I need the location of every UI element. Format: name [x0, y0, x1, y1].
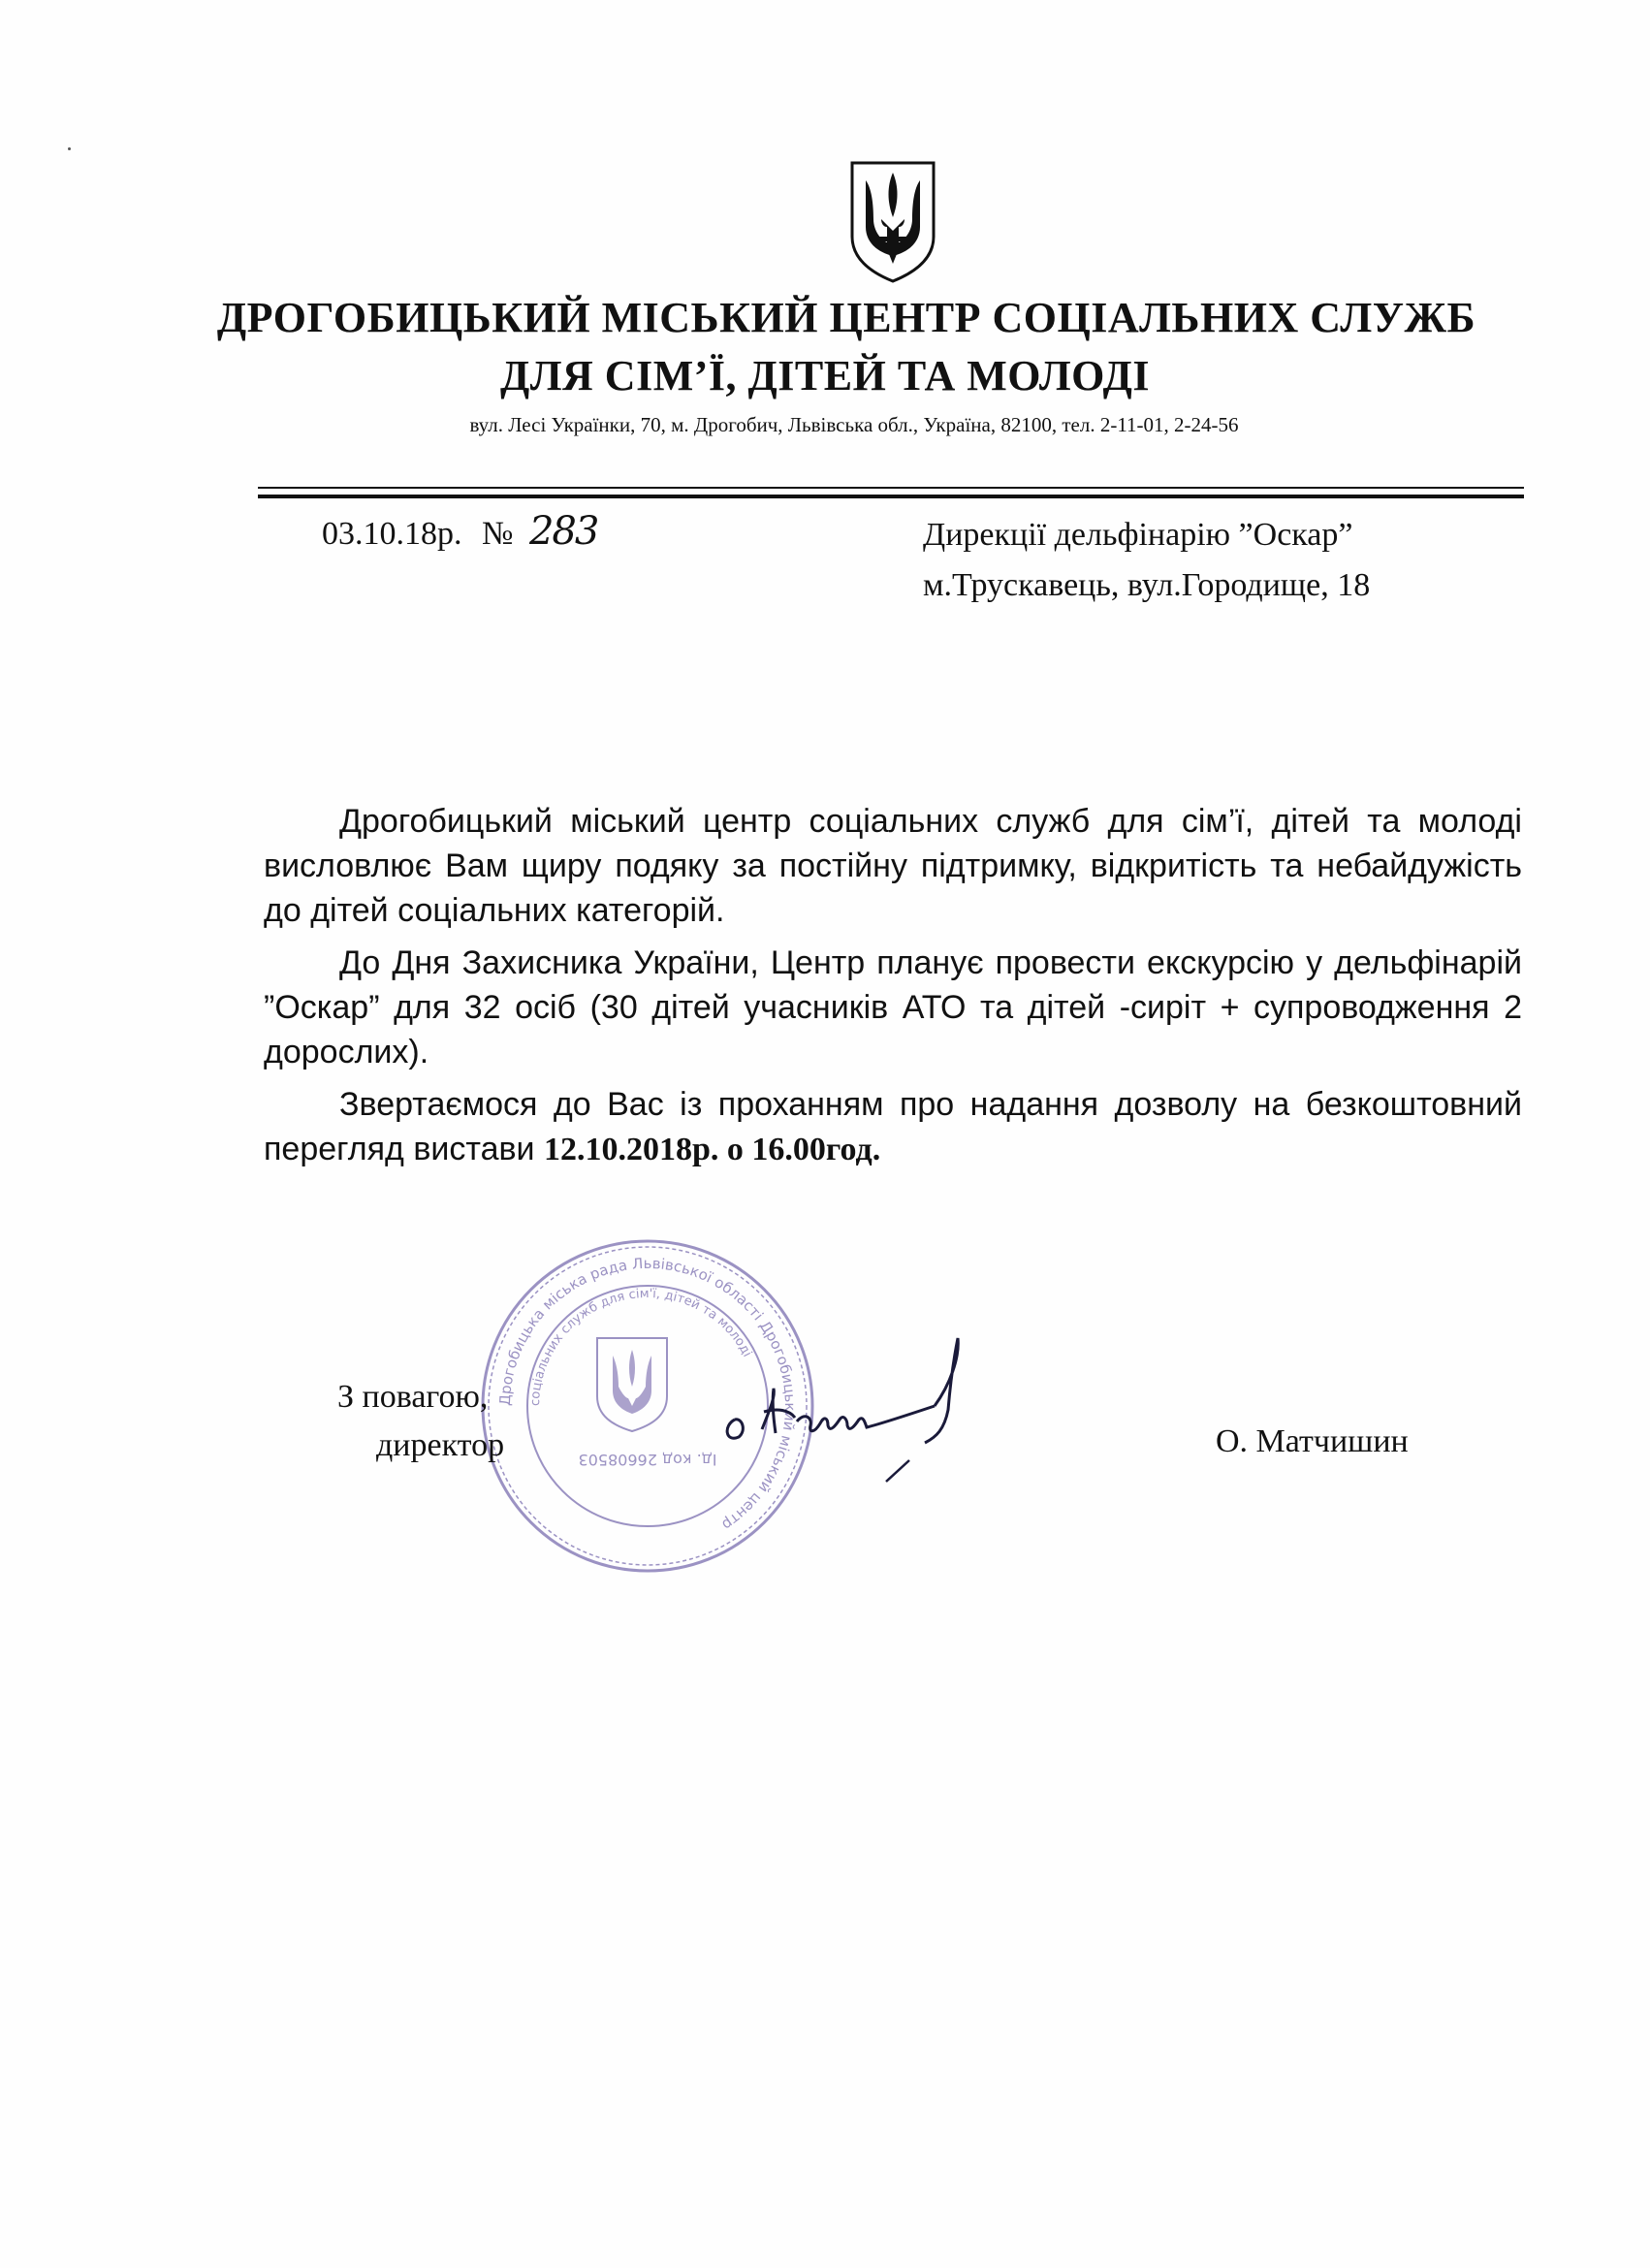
svg-text:Дрогобицька міська рада Львівс: Дрогобицька міська рада Львівської області Дрогобицький міський центр [495, 1254, 800, 1534]
closing-regards: З повагою, [337, 1379, 489, 1415]
organization-name-line1: ДРОГОБИЦЬКИЙ МІСЬКИЙ ЦЕНТР СОЦІАЛЬНИХ СЛУЖБ [216, 294, 1476, 341]
header-divider-thin [258, 487, 1524, 489]
svg-text:соціальних служб для сім'ї, ді: соціальних служб для сім'ї, дітей та молоді [527, 1286, 755, 1407]
trident-coat-of-arms-icon [844, 159, 941, 285]
body-paragraph-3-text: Звертаємося до Вас із проханням про надання дозволу на безкоштовний перегляд вистави [264, 1086, 1522, 1167]
organization-name-line2: ДЛЯ СІМ’Ї, ДІТЕЙ ТА МОЛОДІ [499, 352, 1151, 399]
handwritten-signature [717, 1328, 1037, 1493]
letter-number: 283 [528, 509, 598, 554]
addressee-line2: м.Трускавець, вул.Городище, 18 [923, 567, 1371, 603]
stamp-code: Ід. код 26608503 [578, 1451, 717, 1469]
body-paragraph-3 [264, 1082, 1522, 1172]
header-divider-thick [258, 495, 1524, 498]
letter-date-number [322, 510, 597, 556]
organization-address: вул. Лесі Українки, 70, м. Дрогобич, Львівська обл., Україна, 82100, тел. 2-11-01, 2-24-56 [469, 413, 1239, 436]
letter-body [264, 799, 1522, 1180]
closing-block [337, 1373, 504, 1470]
signer-title: директор [376, 1427, 505, 1463]
signer-name: О. Матчишин [1216, 1423, 1409, 1459]
body-paragraph-1: Дрогобицький міський центр соціальних служб для сім’ї, дітей та молоді висловлює Вам щиру подяку за постійну підтримку, відкритість та небайдужість до дітей соціальних категорій. [264, 803, 1522, 929]
addressee-block [923, 510, 1370, 611]
scan-speck [68, 147, 71, 150]
number-label: № [482, 516, 514, 552]
event-date-time: 12.10.2018р. о 16.00год. [543, 1132, 881, 1167]
body-paragraph-2: До Дня Захисника України, Центр планує провести екскурсію у дельфінарій ”Оскар” для 32 осіб (30 дітей учасників АТО та дітей -сиріт + супроводження 2 дорослих). [264, 944, 1522, 1070]
letter-date: 03.10.18р. [322, 516, 462, 552]
addressee-line1: Дирекції дельфінарію ”Оскар” [923, 517, 1353, 553]
